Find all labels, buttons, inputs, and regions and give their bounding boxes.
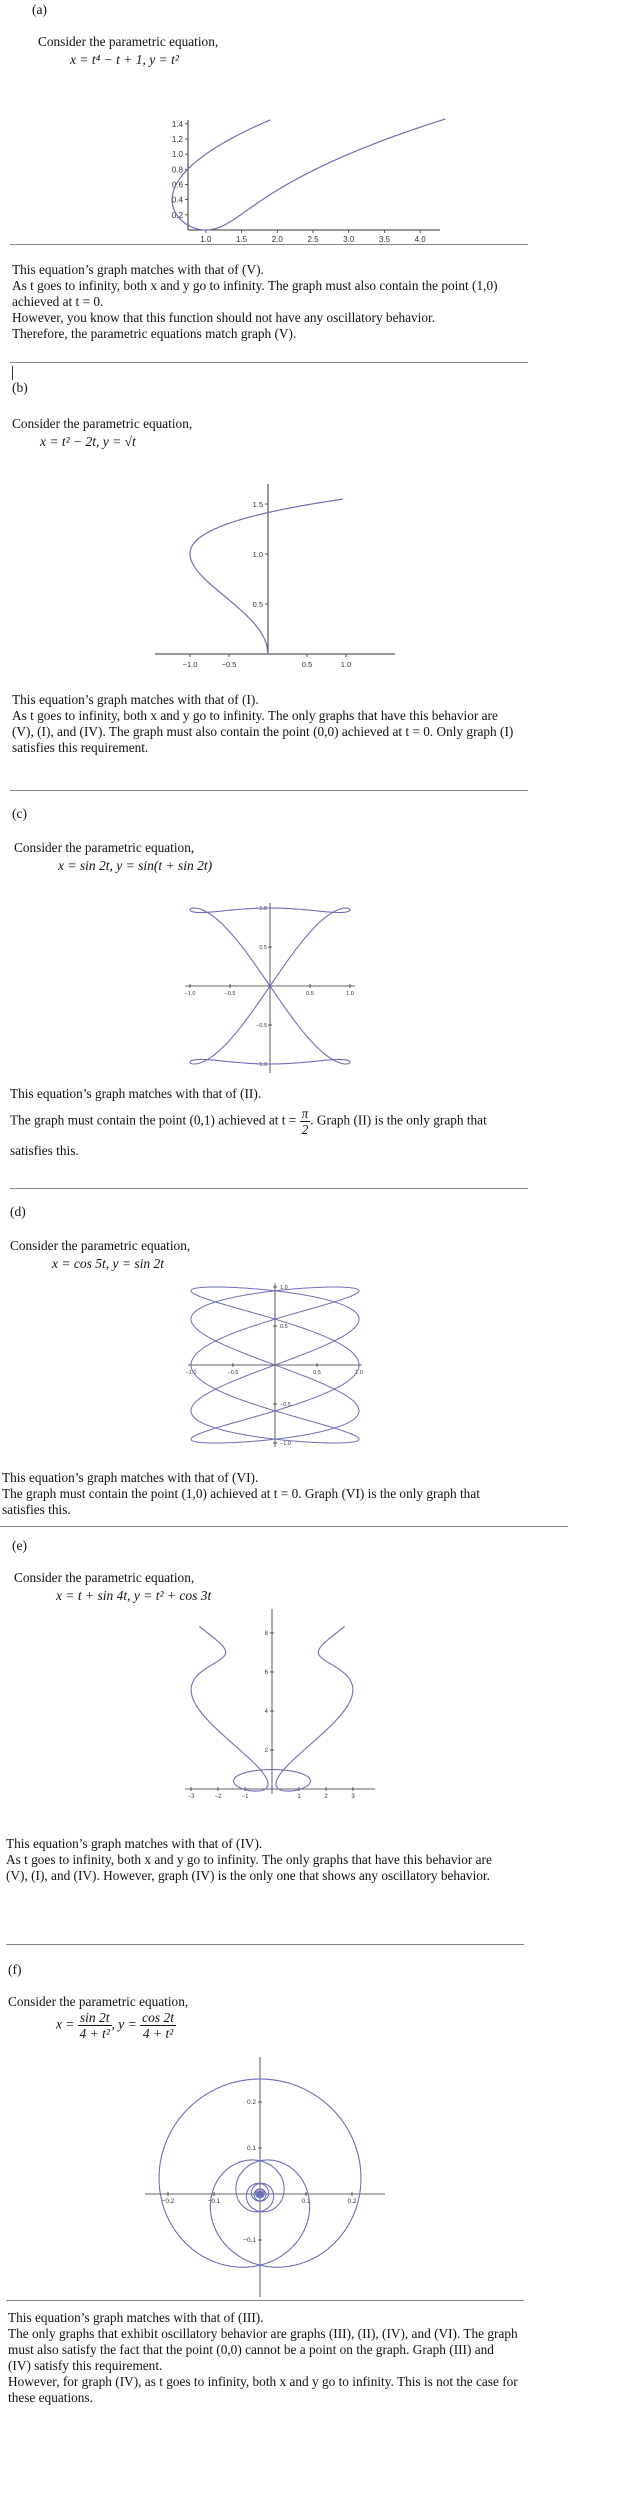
part-c-line1: [10, 1106, 520, 1165]
graph-c-x-tick-label: −0.5: [224, 991, 236, 997]
graph-f-y-ticks: [243, 2099, 262, 2244]
graph-a-y-tick-label: 1.4: [171, 119, 183, 129]
graph-b-curve: [190, 499, 343, 654]
part-a-line1: As t goes to infinity, both x and y go to infinity. The graph must also contain the point (1,0) achieved at t = 0.: [12, 278, 498, 309]
part-f-intro: Consider the parametric equation,: [8, 1994, 189, 2009]
graph-b-y-tick-label: 1.0: [252, 550, 263, 559]
part-f-match: This equation’s graph matches with that of (III).: [8, 2310, 264, 2325]
graph-f-x-tick-label: −0.2: [161, 2198, 175, 2205]
graph-e-x-tick-label: 1: [297, 1794, 301, 1800]
part-f-line2: However, for graph (IV), as t goes to infinity, both x and y go to infinity. This is not the case for these equations.: [8, 2374, 518, 2405]
graph-c-y-tick-label: 1.0: [259, 906, 267, 912]
part-a-intro: Consider the parametric equation,: [38, 34, 219, 49]
part-d-line1: The graph must contain the point (1,0) achieved at t = 0. Graph (VI) is the only graph that satisfies this.: [2, 1486, 480, 1517]
graph-b-y-ticks: [253, 500, 268, 609]
graph-e-x-tick-label: 2: [324, 1794, 328, 1800]
divider: [0, 1526, 568, 1527]
graph-e-y-tick-label: 6: [264, 1670, 268, 1676]
part-d-label: (d): [10, 1204, 26, 1219]
graph-c-y-tick-label: 0.5: [259, 945, 267, 951]
graph-b-x-ticks: [183, 654, 352, 669]
graph-a-x-tick-label: 3.5: [378, 235, 390, 242]
graph-d-x-tick-label: −0.5: [227, 1370, 239, 1376]
graph-a-y-tick-label: 0.8: [171, 165, 183, 175]
part-b-match: This equation’s graph matches with that of (I).: [12, 692, 259, 707]
part-c-intro: Consider the parametric equation,: [14, 840, 195, 855]
graph-a-axes: [188, 120, 440, 230]
divider: [10, 790, 528, 791]
part-a-line2: However, you know that this function should not have any oscillatory behavior.: [12, 310, 436, 325]
graph-a-x-tick-label: 1.0: [200, 235, 212, 242]
graph-d-y-tick-label: −0.5: [280, 1402, 291, 1408]
graph-f-axes: [145, 2057, 385, 2297]
graph-e-axes: [185, 1609, 375, 1794]
graph-c-y-tick-label: −1.0: [256, 1062, 267, 1068]
part-a-label: (a): [32, 2, 47, 17]
graph-d-x-tick-label: 1.0: [355, 1370, 363, 1376]
part-f-x-prefix: x =: [56, 2016, 75, 2032]
part-f-y-fraction: [140, 2010, 176, 2041]
graph-a-y-tick-label: 1.2: [171, 134, 183, 144]
graph-a-y-tick-label: 1.0: [171, 150, 183, 160]
graph-f-y-tick-label: 0.1: [246, 2145, 256, 2152]
divider: [10, 362, 528, 363]
graph-c-x-tick-label: 1.0: [346, 991, 354, 997]
graph-a-y-tick-label: 0.6: [171, 180, 183, 190]
graph-d-y-ticks: [273, 1285, 291, 1447]
graph-a: [150, 112, 450, 242]
graph-c-x-tick-label: −1.0: [184, 991, 196, 997]
graph-d-x-tick-label: 0.5: [313, 1370, 321, 1376]
graph-e-x-tick-label: −1: [241, 1794, 249, 1800]
part-f-y-prefix: , y =: [111, 2016, 137, 2032]
graph-b: [140, 476, 400, 676]
part-f-label: (f): [8, 1962, 22, 1977]
divider: [6, 2300, 524, 2301]
graph-b-axes: [155, 484, 395, 654]
cursor-bar: [12, 366, 13, 380]
graph-e-y-tick-label: 8: [264, 1631, 268, 1637]
graph-f-x-tick-label: 0.2: [347, 2198, 357, 2205]
part-e-label: (e): [12, 1538, 27, 1553]
part-c-equation: x = sin 2t, y = sin(t + sin 2t): [58, 858, 213, 873]
part-f-equation: [56, 2010, 176, 2041]
graph-d-y-tick-label: 0.5: [280, 1324, 288, 1330]
part-e-equation: x = t + sin 4t, y = t² + cos 3t: [56, 1588, 212, 1603]
graph-e-x-tick-label: −3: [187, 1794, 195, 1800]
graph-a-y-tick-label: 0.2: [171, 210, 183, 220]
graph-a-x-tick-label: 1.5: [236, 235, 248, 242]
divider: [10, 1188, 528, 1189]
graph-b-x-tick-label: 1.0: [340, 660, 352, 669]
part-c-line1-post: . Graph (II) is the only graph that satisfies this.: [10, 1112, 487, 1158]
part-b-line1: As t goes to infinity, both x and y go to infinity. The only graphs that have this behavior are (V), (I), and (IV). The graph must also contain the point (0,0) achieved at t = 0. Only graph (I) satisfies this requirement.: [12, 708, 514, 755]
graph-e: [180, 1604, 380, 1804]
graph-b-x-tick-label: 0.5: [301, 660, 313, 669]
part-c-label: (c): [12, 806, 27, 821]
graph-a-y-ticks: [172, 120, 188, 220]
graph-f-x-tick-label: 0.1: [301, 2198, 311, 2205]
part-c-match: This equation’s graph matches with that of (II).: [10, 1086, 262, 1101]
fraction-denominator: 4 + t²: [142, 2026, 174, 2041]
graph-c-x-tick-label: 0.5: [306, 991, 314, 997]
graph-f-y-tick-label: −0.1: [243, 2237, 256, 2244]
part-a-line3: Therefore, the parametric equations match graph (V).: [12, 326, 297, 341]
part-b-intro: Consider the parametric equation,: [12, 416, 193, 431]
graph-a-y-tick-label: 0.4: [171, 195, 183, 205]
graph-e-y-tick-label: 2: [264, 1748, 268, 1754]
fraction-numerator: sin 2t: [79, 2010, 110, 2025]
graph-f-y-tick-label: 0.2: [246, 2099, 256, 2106]
part-e-intro: Consider the parametric equation,: [14, 1570, 195, 1585]
part-d-intro: Consider the parametric equation,: [10, 1238, 191, 1253]
graph-f: [140, 2052, 390, 2302]
part-c-fraction: [300, 1106, 311, 1137]
graph-a-x-tick-label: 2.0: [271, 235, 283, 242]
part-e-match: This equation’s graph matches with that of (IV).: [6, 1836, 263, 1851]
divider: [10, 244, 528, 245]
fraction-denominator: 2: [301, 1122, 309, 1137]
divider: [6, 1944, 524, 1945]
graph-b-x-tick-label: −0.5: [221, 660, 237, 669]
part-a-equation: x = t⁴ − t + 1, y = t²: [70, 52, 179, 67]
fraction-numerator: π: [301, 1106, 309, 1121]
graph-a-x-tick-label: 4.0: [414, 235, 426, 242]
graph-d-y-tick-label: −1.0: [280, 1441, 291, 1447]
graph-d: [185, 1280, 365, 1450]
graph-e-x-tick-label: 3: [351, 1794, 355, 1800]
fraction-numerator: cos 2t: [142, 2010, 174, 2025]
part-f-x-fraction: [78, 2010, 112, 2041]
graph-b-y-tick-label: 1.5: [252, 500, 263, 509]
graph-d-y-tick-label: 1.0: [280, 1285, 288, 1291]
graph-c-axes: [185, 903, 355, 1073]
graph-e-y-tick-label: 4: [264, 1709, 268, 1715]
part-e-line1: As t goes to infinity, both x and y go to infinity. The only graphs that have this behavior are (V), (I), and (IV). However, graph (IV) is the only one that shows any oscillatory behavior.: [6, 1852, 492, 1883]
graph-a-curve: [172, 119, 445, 230]
graph-c: [180, 898, 360, 1078]
graph-b-y-tick-label: 0.5: [252, 600, 263, 609]
graph-d-x-tick-label: −1.0: [185, 1370, 197, 1376]
part-d-match: This equation’s graph matches with that of (VI).: [2, 1470, 259, 1485]
graph-f-x-tick-label: −0.1: [207, 2198, 221, 2205]
part-c-line1-pre: The graph must contain the point (0,1) achieved at t =: [10, 1112, 297, 1128]
graph-e-y-ticks: [265, 1631, 274, 1754]
graph-a-x-ticks: [200, 230, 426, 242]
part-f-line1: The only graphs that exhibit oscillatory behavior are graphs (III), (II), (IV), and (VI). The graph must also satisfy the fact that the point (0,0) cannot be a point on the graph. Graph (III) and (IV) satisfy this requirement.: [8, 2326, 518, 2373]
graph-e-x-tick-label: −2: [214, 1794, 222, 1800]
part-a-match: This equation’s graph matches with that of (V).: [12, 262, 264, 277]
graph-a-x-tick-label: 2.5: [307, 235, 319, 242]
part-b-equation: x = t² − 2t, y = √t: [40, 434, 136, 449]
part-b-label: (b): [12, 380, 28, 395]
part-d-equation: x = cos 5t, y = sin 2t: [52, 1256, 164, 1271]
graph-b-x-tick-label: −1.0: [182, 660, 198, 669]
fraction-denominator: 4 + t²: [79, 2026, 110, 2041]
graph-a-x-tick-label: 3.0: [343, 235, 355, 242]
graph-c-y-tick-label: −0.5: [256, 1023, 267, 1029]
